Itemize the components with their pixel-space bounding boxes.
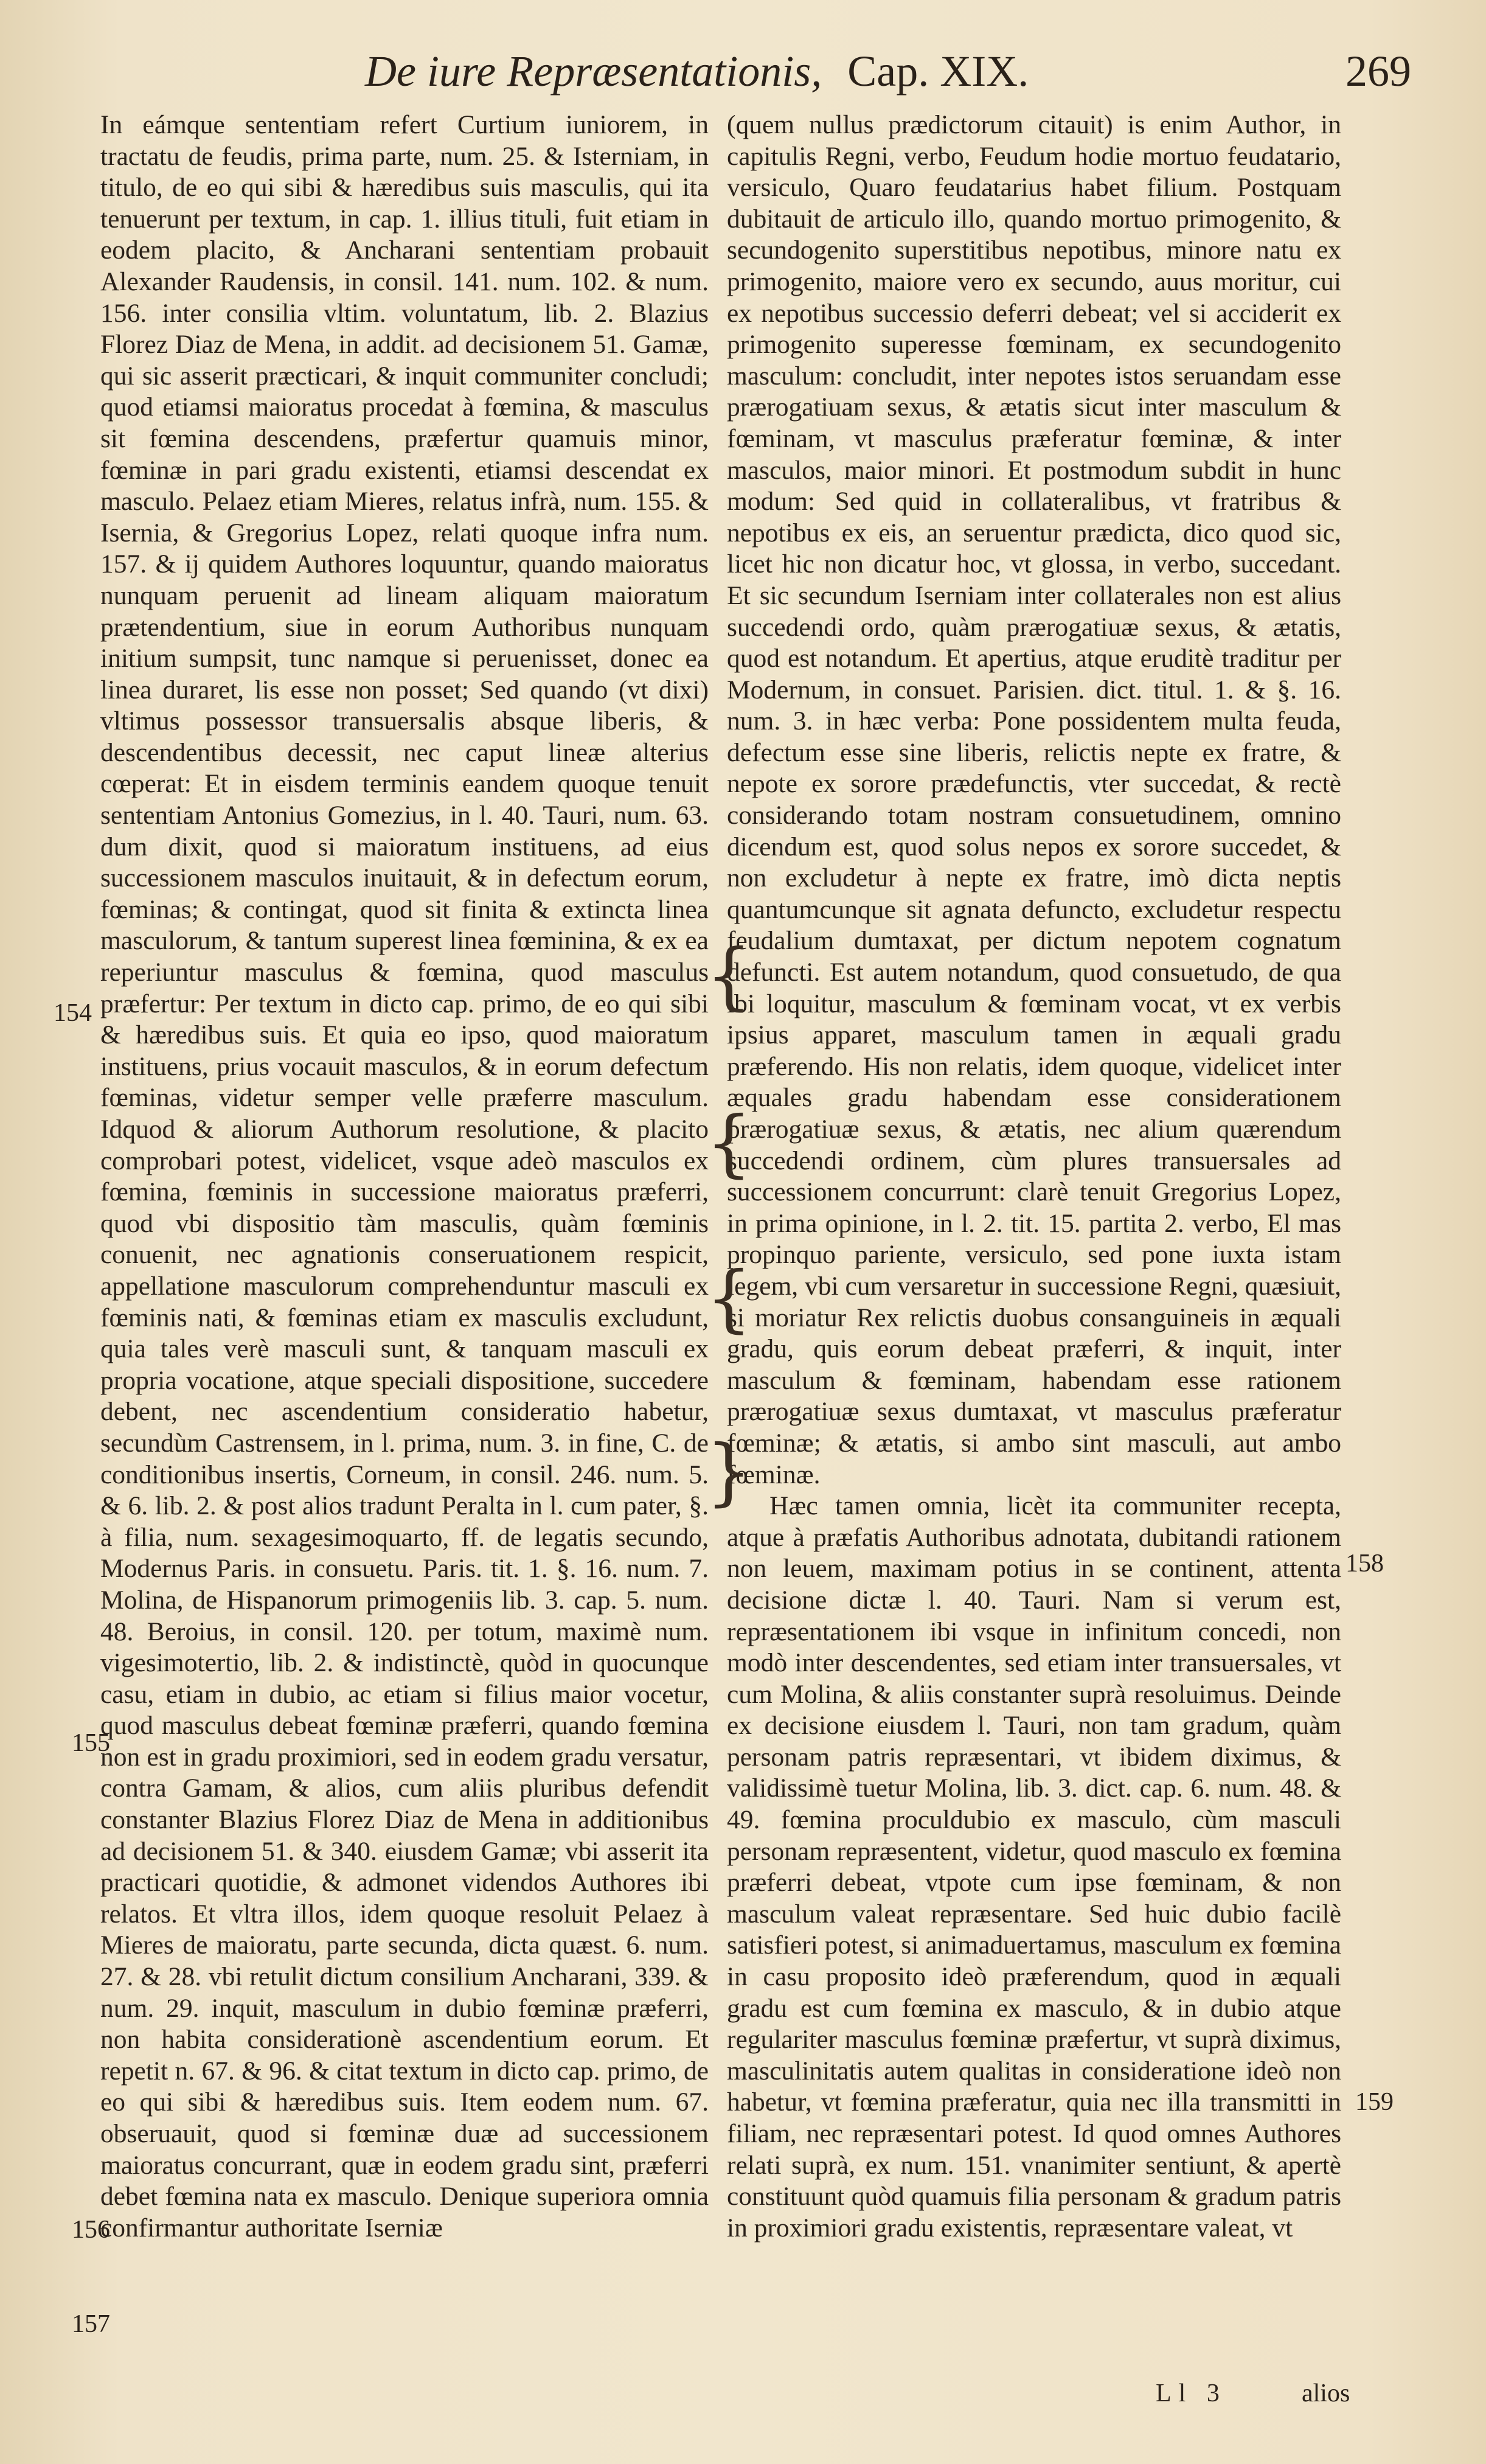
- left-column: [100, 110, 709, 2244]
- right-column: [727, 110, 1341, 2244]
- margin-number: 154: [54, 999, 92, 1027]
- left-column-paragraph: In eámque sententiam refert Curtium iuniorem, in tractatu de feudis, prima parte, num. 25. & Isterniam, in titulo, de eo qui sibi & hæredibus suis masculis, qui ita tenuerunt per textum, in cap. 1. illius tituli, fuit etiam in eodem placito, & Ancharani sententiam probauit Alexander Raudensis, in consil. 141. num. 102. & num. 156. inter consilia vltim. voluntatum, lib. 2. Blazius Florez Diaz de Mena, in addit. ad decisionem 51. Gamæ, qui sic asserit præcticari, & inquit communiter concludi; quod etiamsi maioratus procedat à fœmina, & masculus sit fœmina descendens, præfertur quamuis minor, fœminæ in pari gradu existenti, etiamsi descendat ex masculo. Pelaez etiam Mieres, relatus infrà, num. 155. & Isernia, & Gregorius Lopez, relati quoque infra num. 157. & ij quidem Authores loquuntur, quando maioratus nunquam peruenit ad lineam aliquam maioratum prætendentium, siue in eorum Authoribus nunquam initium sumpsit, tunc namque si peruenisset, donec ea linea duraret, lis esse non posset; Sed quando (vt dixi) vltimus possessor transuersalis absque liberis, & descendentibus decessit, nec caput lineæ alterius cœperat: Et in eisdem terminis eandem quoque tenuit sententiam Antonius Gomezius, in l. 40. Tauri, num. 63. dum dixit, quod si maioratum instituens, ad eius successionem masculos inuitauit, & in defectum eorum, fœminas; & contingat, quod sit finita & extincta linea masculorum, & tantum superest linea fœminina, & ex ea reperiuntur masculus & fœmina, quod masculus præfertur: Per textum in dicto cap. primo, de eo qui sibi & hæredibus suis. Et quia eo ipso, quod maioratum instituens, prius vocauit masculos, & in eorum defectum fœminas, videtur semper velle præferre masculum. Idquod & aliorum Authorum resolutione, & placito comprobari potest, videlicet, vsque adeò masculos ex fœmina, fœminis in successione maioratus præferri, quod vbi dispositio tàm masculis, quàm fœminis conuenit, nec agnationis conseruationem respicit, appellatione masculorum comprehenduntur masculi ex fœminis nati, & fœminas etiam ex masculis excludunt, quia tales verè masculi sunt, & tanquam masculi ex propria vocatione, atque speciali dispositione, succedere debent, nec ascendentium consideratio habetur, secundùm Castrensem, in l. prima, num. 3. in fine, C. de conditionibus insertis, Corneum, in consil. 246. num. 5. & 6. lib. 2. & post alios tradunt Peralta in l. cum pater, §. à filia, num. sexagesimoquarto, ff. de legatis secundo, Modernus Paris. in consuetu. Paris. tit. 1. §. 16. num. 7. Molina, de Hispanorum primogeniis lib. 3. cap. 5. num. 48. Beroius, in consil. 120. per totum, maximè num. vigesimotertio, lib. 2. & indistinctè, quòd in quocunque casu, etiam in dubio, ac etiam si filius maior vocetur, quod masculus debeat fœminæ præferri, quando fœmina non est in gradu proximiori, sed in eodem gradu versatur, contra Gamam, & alios, cum aliis pluribus defendit constanter Blazius Florez Diaz de Mena in additionibus ad decisionem 51. & 340. eiusdem Gamæ; vbi asserit ita practicari quotidie, & admonet videndos Authores ibi relatos. Et vltra illos, idem quoque resoluit Pelaez à Mieres de maioratu, parte secunda, dicta quæst. 6. num. 27. & 28. vbi retulit dictum consilium Ancharani, 339. & num. 29. inquit, masculum in dubio fœminæ præferri, non habita considerationè ascendentium eorum. Et repetit n. 67. & 96. & citat textum in dicto cap. primo, de eo qui sibi & hæredibus suis. Item eodem num. 67. obseruauit, quod si fœminæ duæ ad successionem maioratus concurrant, quæ in eodem gradu sint, præferri debet fœmina nata ex masculo. Denique superiora omnia confirmantur authoritate Iserniæ: [100, 110, 709, 2243]
- chapter-label: Cap. XIX.: [847, 47, 1029, 96]
- brace-mark: {: [706, 1101, 752, 1186]
- margin-number: 155: [72, 1729, 110, 1757]
- margin-number: 159: [1355, 2088, 1394, 2116]
- catchword: alios: [1302, 2379, 1350, 2407]
- brace-mark: {: [706, 934, 752, 1018]
- signature-mark: Ll 3: [1156, 2379, 1227, 2407]
- running-title: De iure Repræsentationis,: [365, 47, 822, 96]
- right-column-paragraph: Hæc tamen omnia, licèt ita communiter recepta, atque à præfatis Authoribus adnotata, dubitandi rationem non leuem, maximam potius in se continent, attenta decisione dictæ l. 40. Tauri. Nam si verum est, repræsentationem ibi vsque in infinitum concedi, non modò inter descendentes, sed etiam inter transuersales, vt cum Molina, & aliis constanter suprà resoluimus. Deinde ex decisione eiusdem l. Tauri, non tam gradum, quàm personam patris repræsentari, vt ibidem diximus, & validissimè tuetur Molina, lib. 3. dict. cap. 6. num. 48. & 49. fœmina proculdubio ex masculo, cùm masculi personam repræsentent, videtur, quod masculo ex fœmina præferri debeat, vtpote cum ipse fœminam, & non masculum valeat repræsentare. Sed huic dubio facilè satisfieri potest, si animaduertamus, masculum ex fœmina in casu proposito ideò præferendum, quod in æquali gradu est cum fœmina ex masculo, & in dubio atque regulariter masculus fœminæ præfertur, vt suprà diximus, masculinitatis autem qualitas in consideratione ideò non habetur, vt fœmina præferatur, quia nec illa transmitti in filiam, nec repræsentari potest. Id quod omnes Authores relati suprà, ex num. 151. vnanimiter sentiunt, & apertè constituunt quòd quamuis filia personam & gradum patris in proximiori gradu existentis, repræsentare valeat, vt: [727, 1491, 1341, 2243]
- margin-number: 158: [1345, 1550, 1384, 1578]
- margin-number: 156: [72, 2216, 110, 2244]
- brace-mark: {: [706, 1256, 752, 1341]
- running-head: [365, 38, 1411, 105]
- right-column-paragraph: (quem nullus prædictorum citauit) is enim Author, in capitulis Regni, verbo, Feudum hodie mortuo feudatario, versiculo, Quaro feudatarius habet filium. Postquam dubitauit de articulo illo, quando mortuo primogenito, & secundogenito superstitibus nepotibus, minore natu ex primogenito, maiore vero ex secundo, auus moritur, cui ex nepotibus successio deferri debeat; vel si acciderit ex primogenito superesse fœminam, ex secundogenito masculum: concludit, inter nepotes istos seruandam esse prærogatiuam sexus, & ætatis sicut inter masculum & fœminam, vt masculus præferatur fœminæ, & inter masculos, maior minori. Et postmodum subdit in hunc modum: Sed quid in collateralibus, vt fratribus & nepotibus ex eis, an seruentur prædicta, dico quod sic, licet hic non dicatur hoc, vt glossa, in verbo, succedant. Et sic secundum Iserniam inter collaterales non est alius succedendi ordo, quàm prærogatiuæ sexus, & ætatis, quod est notandum. Et apertius, atque eruditè traditur per Modernum, in consuet. Parisien. dict. titul. 1. & §. 16. num. 3. in hæc verba: Pone possidentem multa feuda, defectum esse sine liberis, relictis nepte ex fratre, & nepote ex sorore prædefunctis, vter succedat, & rectè considerando totam nostram consuetudinem, omnino dicendum est, quod solus nepos ex sorore succedet, & non excludetur à nepte ex fratre, imò dicta neptis quantumcunque sit agnata defuncto, excludetur respectu feudalium dumtaxat, per dictum nepotem cognatum defuncti. Est autem notandum, quod consuetudo, de qua ibi loquitur, masculum & fœminam vocat, vt ex verbis ipsius apparet, masculum tamen in æquali gradu præferendo. His non relatis, idem quoque, videlicet inter æquales gradu habendam esse considerationem prærogatiuæ sexus, & ætatis, nec alium quærendum succedendi ordinem, cùm plures transuersales ad successionem concurrunt: clarè tenuit Gregorius Lopez, in prima opinione, in l. 2. tit. 15. partita 2. verbo, El mas propinquo pariente, versiculo, sed pone iuxta istam legem, vbi cum versaretur in successione Regni, quæsiuit, si moriatur Rex relictis duobus consanguineis in æquali gradu, quis eorum debeat præferri, & inquit, inter masculum & fœminam, habendam esse rationem prærogatiuæ sexus dumtaxat, vt masculus præferatur fœminæ; & ætatis, si ambo sint masculi, aut ambo fœminæ.: [727, 110, 1341, 1489]
- page-number: 269: [1345, 47, 1411, 96]
- brace-mark: }: [706, 1430, 752, 1514]
- margin-number: 157: [72, 2310, 110, 2338]
